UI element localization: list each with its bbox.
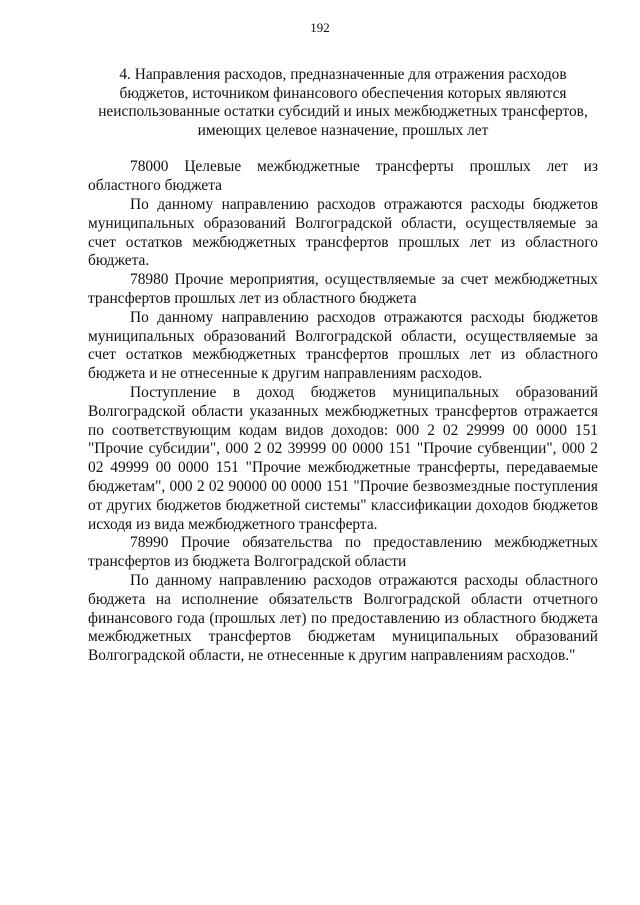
paragraph-income-codes: Поступление в доход бюджетов муниципальных образований Волгоградской области указанных межбюджетных трансфертов отражается по соответствующим кодам видов доходов: 000 2 02 29999 00 0000 151 "Прочие субсидии", 000 2 02 39999 00 0000 151 "Прочие субвенции", 000 2 02 49999 00 0000 151 "Прочие межбюджетные трансферты, передаваемые бюджетам", 000 2 02 90000 00 0000 151 "Прочие безвозмездные поступления от других бюджетов бюджетной системы" классификации доходов бюджетов исходя из вида межбюджетного трансферта.	[88, 383, 598, 533]
document-body	[88, 66, 598, 666]
paragraph-78990-title: 78990 Прочие обязательства по предоставлению межбюджетных трансфертов из бюджета Волгоградской области	[88, 534, 598, 571]
section-heading: 4. Направления расходов, предназначенные для отражения расходов бюджетов, источником финансового обеспечения которых являются неиспользованные остатки субсидий и иных межбюджетных трансфертов, имеющих целевое назначение, прошлых лет	[98, 66, 588, 139]
paragraph-78980-title: 78980 Прочие мероприятия, осуществляемые за счет межбюджетных трансфертов прошлых лет из областного бюджета	[88, 271, 598, 307]
page-number: 192	[310, 20, 330, 35]
paragraph-78990-description: По данному направлению расходов отражаются расходы областного бюджета на исполнение обязательств Волгоградской области отчетного финансового года (прошлых лет) по предоставлению из областного бюджета межбюджетных трансфертов бюджетам муниципальных образований Волгоградской области, не отнесенные к другим направлениям расходов."	[88, 571, 598, 665]
paragraph-78000-description: По данному направлению расходов отражаются расходы бюджетов муниципальных образований Волгоградской области, осуществляемые за счет остатков межбюджетных трансфертов прошлых лет из областного бюджета.	[88, 195, 598, 270]
paragraph-78980-description: По данному направлению расходов отражаются расходы бюджетов муниципальных образований Волгоградской области, осуществляемые за счет остатков межбюджетных трансфертов прошлых лет из областного бюджета и не отнесенные к другим направлениям расходов.	[88, 308, 598, 383]
paragraph-78000-title: 78000 Целевые межбюджетные трансферты прошлых лет из областного бюджета	[88, 158, 598, 195]
